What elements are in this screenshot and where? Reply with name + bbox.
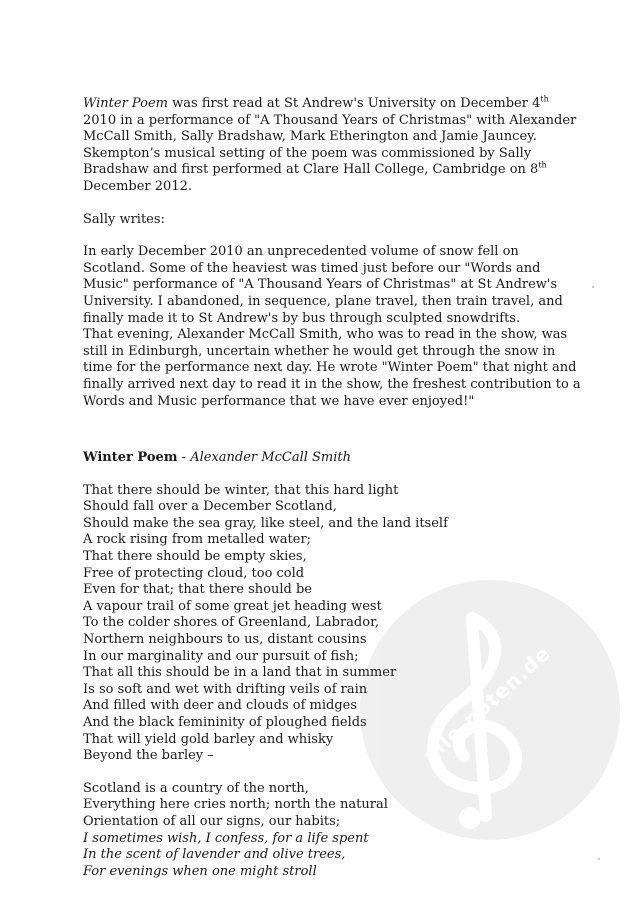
poem-line: Is so soft and wet with drifting veils of rain	[83, 681, 368, 697]
poem-line: A vapour trail of some great jet heading west	[83, 598, 382, 614]
poem-line: Everything here cries north; north the natural	[83, 797, 388, 813]
poem-stanza-1	[83, 483, 583, 765]
poem-line: Beyond the barley –	[83, 748, 214, 764]
poem-line: To the colder shores of Greenland, Labrador,	[83, 615, 379, 631]
poem-line: Orientation of all our signs, our habits;	[83, 813, 341, 829]
poem-author: Alexander McCall Smith	[190, 450, 351, 466]
story-paragraph-2: That evening, Alexander McCall Smith, who was to read in the show, was still in Edinburgh, uncertain whether he would get through the snow in time for the performance next day. He wrote "Winter Poem" that night and finally arrived next day to read it in the show, the freshest contribution to a Words and Music performance that we have ever enjoyed!"	[83, 327, 581, 409]
poem-heading	[83, 450, 583, 467]
poem-line: A rock rising from metalled water;	[83, 532, 312, 548]
story-paragraph-1: In early December 2010 an unprecedented volume of snow fell on Scotland. Some of the heaviest was timed just before our "Words and Music" performance of "A Thousand Years of Christmas" at St Andrew's University. I abandoned, in sequence, plane travel, then train travel, and finally made it to St Andrew's by bus through sculpted snowdrifts.	[83, 244, 563, 326]
intro-text-2: 2010 in a performance of "A Thousand Years of Christmas" with Alexander McCall Smith, Sally Bradshaw, Mark Etherington and Jamie Jauncey. Skempton’s musical setting of the poem was commissioned by Sally Bradshaw and first performed at Clare Hall College, Cambridge on 8	[83, 112, 577, 178]
poem-line: I sometimes wish, I confess, for a life spent	[83, 830, 369, 846]
poem-line: And filled with deer and clouds of midges	[83, 698, 358, 714]
scan-speck	[598, 858, 600, 860]
poem-heading-separator: -	[177, 450, 191, 466]
intro-text-1: was first read at St Andrew's University on December 4	[168, 96, 541, 111]
poem-line: Scotland is a country of the north,	[83, 780, 309, 796]
poem-line: And the black femininity of ploughed fields	[83, 715, 367, 730]
intro-sup-2: th	[538, 161, 547, 171]
poem-line: Northern neighbours to us, distant cousins	[83, 632, 367, 648]
intro-poem-title: Winter Poem	[83, 96, 168, 111]
poem-line: Even for that; that there should be	[83, 582, 313, 598]
watermark-text: alle-noten.de	[418, 640, 556, 768]
poem-title: Winter Poem	[83, 450, 178, 466]
intro-text-3: December 2012.	[83, 178, 192, 194]
poem-line: That there should be winter, that this hard light	[83, 482, 399, 498]
intro-sup-1: th	[540, 94, 549, 104]
poem-line: Should make the sea gray, like steel, and the land itself	[83, 515, 448, 531]
poem-line: That all this should be in a land that in summer	[83, 665, 397, 681]
document-content	[83, 96, 583, 880]
poem-line: That there should be empty skies,	[83, 549, 307, 565]
intro-paragraph	[83, 96, 583, 196]
poem-line: For evenings when one might stroll	[83, 863, 317, 879]
poem-line: That will yield gold barley and whisky	[83, 731, 334, 747]
poem-stanza-2	[83, 781, 583, 881]
poem-line: In the scent of lavender and olive trees,	[83, 847, 346, 863]
poem-line: Should fall over a December Scotland,	[83, 499, 337, 515]
scan-speck	[592, 286, 594, 288]
sally-writes-label: Sally writes:	[83, 211, 165, 227]
poem-line: In our marginality and our pursuit of fish;	[83, 648, 359, 664]
poem-line: Free of protecting cloud, too cold	[83, 565, 305, 581]
